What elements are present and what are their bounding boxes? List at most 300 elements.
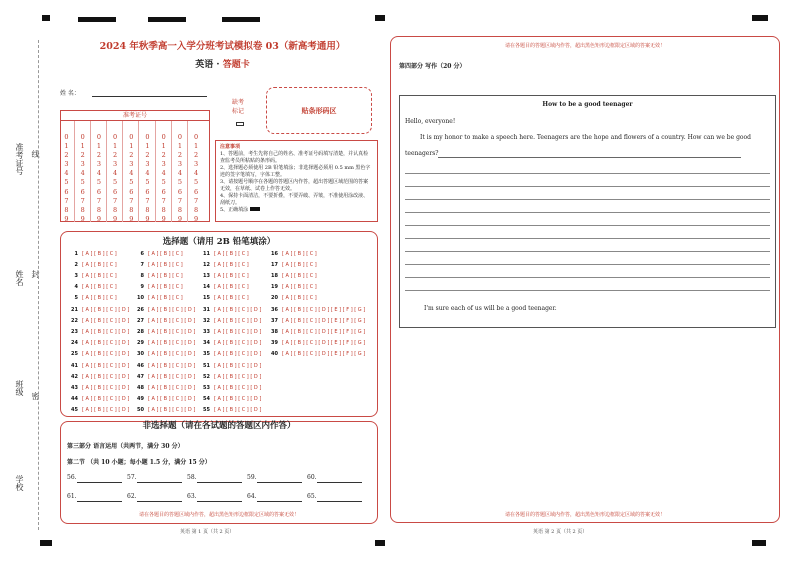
side-label-tight: 密 — [31, 392, 40, 400]
question-number: 20 — [271, 295, 278, 301]
answer-options[interactable]: [ A ] [ B ] [ C ] [ D ] — [82, 385, 130, 391]
question-number: 15 — [203, 295, 210, 301]
digit-bubble[interactable]: 6 — [145, 187, 150, 196]
answer-options[interactable]: [ A ] [ B ] [ C ] [ D ] — [214, 407, 262, 413]
answer-options[interactable]: [ A ] [ B ] [ C ] — [82, 262, 117, 268]
fill-in-blank[interactable] — [137, 482, 182, 483]
digit-bubble[interactable]: 3 — [177, 160, 182, 169]
digit-bubble[interactable]: 5 — [177, 178, 182, 187]
digit-bubble[interactable]: 8 — [161, 205, 166, 214]
digit-column[interactable] — [94, 133, 103, 224]
notice-item: 3、请按题号顺序在各题的答题区内作答，超出答题区域范围的答案无效，在草纸、试卷上作答无效。 — [220, 179, 369, 192]
digit-bubble[interactable]: 4 — [80, 169, 85, 178]
digit-bubble[interactable]: 9 — [64, 214, 69, 223]
digit-bubble[interactable]: 0 — [145, 133, 150, 141]
answer-options[interactable]: [ A ] [ B ] [ C ] — [214, 284, 249, 290]
answer-options[interactable]: [ A ] [ B ] [ C ] — [148, 295, 183, 301]
digit-bubble[interactable]: 1 — [113, 142, 118, 151]
question-number: 35 — [203, 351, 210, 357]
digit-bubble[interactable]: 6 — [96, 187, 101, 196]
question-number: 1 — [74, 251, 78, 257]
fill-in-blank[interactable] — [317, 482, 362, 483]
writing-line[interactable] — [405, 238, 770, 239]
question-number: 27 — [137, 318, 144, 324]
digit-divider — [90, 121, 91, 222]
answer-options[interactable]: [ A ] [ B ] [ C ] — [282, 273, 317, 279]
answer-options[interactable]: [ A ] [ B ] [ C ] [ D ] — [148, 318, 196, 324]
essay-closing: I'm sure each of us will be a good teenager. — [424, 305, 557, 312]
fill-in-number: 62. — [127, 493, 137, 500]
answer-options[interactable]: [ A ] [ B ] [ C ] — [82, 284, 117, 290]
side-label-line: 线 — [31, 150, 40, 158]
answer-options[interactable]: [ A ] [ B ] [ C ] [ D ] [ E ] [ F ] [ G ] — [282, 329, 366, 335]
timing-mark — [752, 540, 766, 546]
answer-options[interactable]: [ A ] [ B ] [ C ] — [282, 251, 317, 257]
writing-line[interactable] — [405, 290, 770, 291]
answer-options[interactable]: [ A ] [ B ] [ C ] — [282, 262, 317, 268]
answer-options[interactable]: [ A ] [ B ] [ C ] [ D ] [ E ] [ F ] [ G ] — [282, 351, 366, 357]
fill-in-blank[interactable] — [137, 501, 182, 502]
timing-mark — [375, 540, 385, 546]
digit-bubble[interactable]: 6 — [161, 187, 166, 196]
answer-options[interactable]: [ A ] [ B ] [ C ] — [282, 295, 317, 301]
right-warning-bottom: 请在各题目的答题区域内作答，超出黑色矩形边框限定区域的答案无效！ — [504, 512, 665, 518]
digit-bubble[interactable]: 5 — [161, 178, 166, 187]
fill-in-number: 60. — [307, 474, 317, 481]
digit-column[interactable] — [192, 133, 201, 224]
digit-bubble[interactable]: 2 — [161, 151, 166, 160]
digit-divider — [106, 121, 107, 222]
digit-bubble[interactable]: 9 — [194, 214, 199, 223]
answer-options[interactable]: [ A ] [ B ] [ C ] [ D ] — [148, 340, 196, 346]
digit-bubble[interactable]: 3 — [129, 160, 134, 169]
choice-question[interactable] — [198, 404, 261, 417]
answer-options[interactable]: [ A ] [ B ] [ C ] [ D ] — [214, 374, 262, 380]
choice-title: 选择题（请用 2B 铅笔填涂） — [162, 237, 276, 247]
answer-options[interactable]: [ A ] [ B ] [ C ] [ D ] — [82, 363, 130, 369]
fill-in-blank[interactable] — [197, 501, 242, 502]
question-number: 21 — [71, 307, 78, 313]
digit-bubble[interactable]: 8 — [113, 205, 118, 214]
answer-options[interactable]: [ A ] [ B ] [ C ] [ D ] — [148, 385, 196, 391]
question-number: 6 — [140, 251, 144, 257]
absent-mark-label: 缺考标记 — [232, 99, 245, 115]
digit-column[interactable] — [62, 133, 71, 224]
digit-bubble[interactable]: 0 — [161, 133, 166, 141]
digit-bubble[interactable]: 5 — [64, 178, 69, 187]
digit-divider — [122, 121, 123, 222]
digit-bubble[interactable]: 7 — [194, 196, 199, 205]
digit-bubble[interactable]: 3 — [145, 160, 150, 169]
digit-bubble[interactable]: 9 — [129, 214, 134, 223]
question-number: 42 — [71, 374, 78, 380]
question-number: 46 — [137, 363, 144, 369]
digit-divider — [155, 121, 156, 222]
question-number: 9 — [140, 284, 144, 290]
digit-column[interactable] — [159, 133, 168, 224]
timing-mark — [222, 17, 260, 22]
question-number: 39 — [271, 340, 278, 346]
digit-bubble[interactable]: 4 — [64, 169, 69, 178]
digit-bubble[interactable]: 3 — [80, 160, 85, 169]
digit-bubble[interactable]: 9 — [161, 214, 166, 223]
question-number: 26 — [137, 307, 144, 313]
notice-item-text: 5、正确填涂 — [220, 207, 249, 213]
digit-bubble[interactable]: 4 — [113, 169, 118, 178]
digit-bubble[interactable]: 8 — [177, 205, 182, 214]
digit-bubble[interactable]: 4 — [96, 169, 101, 178]
barcode-area — [266, 87, 372, 134]
question-number: 41 — [71, 363, 78, 369]
timing-mark — [375, 15, 385, 21]
digit-bubble[interactable]: 8 — [194, 205, 199, 214]
question-number: 44 — [71, 396, 78, 402]
answer-options[interactable]: [ A ] [ B ] [ C ] [ D ] — [82, 351, 130, 357]
question-number: 55 — [203, 407, 210, 413]
digit-column[interactable] — [127, 133, 136, 224]
digit-bubble[interactable]: 5 — [145, 178, 150, 187]
question-number: 51 — [203, 363, 210, 369]
answer-options[interactable]: [ A ] [ B ] [ C ] [ D ] — [148, 374, 196, 380]
answer-options[interactable]: [ A ] [ B ] [ C ] [ D ] — [82, 396, 130, 402]
digit-bubble[interactable]: 0 — [96, 133, 101, 141]
choice-question[interactable] — [132, 404, 195, 417]
answer-options[interactable]: [ A ] [ B ] [ C ] [ D ] — [148, 396, 196, 402]
digit-divider — [74, 121, 75, 222]
filled-sample-icon — [250, 207, 260, 211]
question-number: 53 — [203, 385, 210, 391]
question-number: 32 — [203, 318, 210, 324]
digit-bubble[interactable]: 0 — [64, 133, 69, 141]
answer-options[interactable]: [ A ] [ B ] [ C ] — [214, 251, 249, 257]
answer-options[interactable]: [ A ] [ B ] [ C ] [ D ] [ E ] [ F ] [ G ] — [282, 307, 366, 313]
digit-bubble[interactable]: 2 — [177, 151, 182, 160]
digit-divider — [171, 121, 172, 222]
writing-line[interactable] — [405, 251, 770, 252]
fill-in-number: 61. — [67, 493, 77, 500]
digit-bubble[interactable]: 2 — [64, 151, 69, 160]
question-number: 34 — [203, 340, 210, 346]
nonchoice-title: 非选择题（请在各试题的答题区内作答） — [142, 421, 296, 431]
question-number: 25 — [71, 351, 78, 357]
side-label-seal: 封 — [31, 270, 40, 278]
question-number: 17 — [271, 262, 278, 268]
barcode-label: 贴条形码区 — [301, 105, 337, 115]
question-number: 10 — [137, 295, 144, 301]
notice-item: 1、答题前，考生先将自己的姓名、准考证号码填写清楚，并认真检查监考员所粘贴的条形码。 — [220, 151, 369, 164]
question-number: 16 — [271, 251, 278, 257]
question-number: 52 — [203, 374, 210, 380]
subject-label: 英语 · — [195, 60, 223, 70]
question-number: 13 — [203, 273, 210, 279]
answer-options[interactable]: [ A ] [ B ] [ C ] [ D ] — [214, 385, 262, 391]
answer-options[interactable]: [ A ] [ B ] [ C ] — [82, 273, 117, 279]
digit-bubble[interactable]: 2 — [145, 151, 150, 160]
page-title: 2024 年秋季高一入学分班考试模拟卷 03（新高考通用） — [99, 41, 346, 52]
timing-mark — [752, 15, 768, 21]
digit-bubble[interactable]: 6 — [80, 187, 85, 196]
fill-in-blank[interactable] — [257, 501, 302, 502]
timing-mark — [40, 540, 52, 546]
writing-line[interactable] — [405, 264, 770, 265]
section2-heading: 第二节 （共 10 小题；每小题 1.5 分，满分 15 分） — [67, 459, 211, 466]
digit-bubble[interactable]: 9 — [177, 214, 182, 223]
digit-bubble[interactable]: 7 — [177, 196, 182, 205]
digit-bubble[interactable]: 5 — [96, 178, 101, 187]
digit-bubble[interactable]: 9 — [96, 214, 101, 223]
answer-options[interactable]: [ A ] [ B ] [ C ] [ D ] [ E ] [ F ] [ G ] — [282, 340, 366, 346]
answer-options[interactable]: [ A ] [ B ] [ C ] — [214, 295, 249, 301]
notice-item: 2、选择题必须使用 2B 铅笔填涂；非选择题必须用 0.5 mm 黑色字迹的签字笔填写，字体工整。 — [220, 165, 371, 178]
question-number: 48 — [137, 385, 144, 391]
digit-column[interactable] — [175, 133, 184, 224]
part4-heading: 第四部分 写作（20 分） — [399, 63, 466, 70]
digit-bubble[interactable]: 6 — [129, 187, 134, 196]
digit-bubble[interactable]: 1 — [194, 142, 199, 151]
answer-options[interactable]: [ A ] [ B ] [ C ] [ D ] — [214, 351, 262, 357]
writing-line[interactable] — [438, 157, 741, 158]
fill-in-number: 65. — [307, 493, 317, 500]
answer-card-label: 答题卡 — [222, 60, 250, 70]
digit-bubble[interactable]: 0 — [129, 133, 134, 141]
digit-bubble[interactable]: 9 — [113, 214, 118, 223]
digit-bubble[interactable]: 1 — [177, 142, 182, 151]
writing-line[interactable] — [405, 173, 770, 174]
answer-options[interactable]: [ A ] [ B ] [ C ] [ D ] — [214, 340, 262, 346]
answer-options[interactable]: [ A ] [ B ] [ C ] [ D ] — [214, 307, 262, 313]
notice-title: 注意事项 — [220, 144, 241, 150]
answer-options[interactable]: [ A ] [ B ] [ C ] [ D ] — [82, 329, 130, 335]
choice-question[interactable] — [66, 404, 129, 417]
question-number: 37 — [271, 318, 278, 324]
absent-mark-box[interactable] — [236, 122, 244, 126]
question-number: 8 — [140, 273, 144, 279]
digit-bubble[interactable]: 6 — [64, 187, 69, 196]
essay-title: How to be a good teenager — [542, 101, 633, 108]
digit-bubble[interactable]: 3 — [161, 160, 166, 169]
answer-options[interactable]: [ A ] [ B ] [ C ] [ D ] — [148, 329, 196, 335]
question-number: 14 — [203, 284, 210, 290]
answer-options[interactable]: [ A ] [ B ] [ C ] [ D ] — [148, 363, 196, 369]
question-number: 29 — [137, 340, 144, 346]
digit-bubble[interactable]: 6 — [177, 187, 182, 196]
digit-bubble[interactable]: 9 — [145, 214, 150, 223]
digit-bubble[interactable]: 1 — [96, 142, 101, 151]
notice-item: 4、保持卡面清洁，不要折叠，不要弄破、弄皱，不准使用涂改液、刮纸刀。 — [220, 193, 369, 206]
digit-bubble[interactable]: 4 — [145, 169, 150, 178]
left-footer: 英语 第 1 页（共 2 页） — [180, 529, 235, 535]
question-number: 11 — [203, 251, 210, 257]
fill-in-blank[interactable] — [257, 482, 302, 483]
digit-bubble[interactable]: 8 — [129, 205, 134, 214]
digit-bubble[interactable]: 1 — [80, 142, 85, 151]
side-label-ticket: 准考证号 — [15, 143, 24, 175]
answer-options[interactable]: [ A ] [ B ] [ C ] — [148, 251, 183, 257]
question-number: 24 — [71, 340, 78, 346]
digit-bubble[interactable]: 6 — [113, 187, 118, 196]
answer-options[interactable]: [ A ] [ B ] [ C ] — [282, 284, 317, 290]
question-number: 47 — [137, 374, 144, 380]
digit-column[interactable] — [78, 133, 87, 224]
answer-options[interactable]: [ A ] [ B ] [ C ] [ D ] — [82, 374, 130, 380]
digit-bubble[interactable]: 6 — [194, 187, 199, 196]
digit-bubble[interactable]: 2 — [80, 151, 85, 160]
answer-options[interactable]: [ A ] [ B ] [ C ] [ D ] — [82, 340, 130, 346]
question-number: 28 — [137, 329, 144, 335]
digit-bubble[interactable]: 0 — [177, 133, 182, 141]
answer-options[interactable]: [ A ] [ B ] [ C ] — [148, 262, 183, 268]
fill-in-number: 56. — [67, 474, 77, 481]
notice-item — [220, 207, 373, 214]
question-number: 19 — [271, 284, 278, 290]
side-label-school: 学校 — [15, 475, 24, 491]
fill-in-number: 59. — [247, 474, 257, 481]
digit-bubble[interactable]: 5 — [80, 178, 85, 187]
answer-options[interactable]: [ A ] [ B ] [ C ] — [148, 273, 183, 279]
digit-bubble[interactable]: 1 — [64, 142, 69, 151]
digit-bubble[interactable]: 0 — [113, 133, 118, 141]
digit-divider — [187, 121, 188, 222]
digit-bubble[interactable]: 8 — [80, 205, 85, 214]
writing-line[interactable] — [405, 277, 770, 278]
answer-options[interactable]: [ A ] [ B ] [ C ] [ D ] — [148, 307, 196, 313]
notice-box — [215, 140, 378, 222]
digit-bubble[interactable]: 5 — [113, 178, 118, 187]
question-number: 23 — [71, 329, 78, 335]
timing-mark — [148, 17, 186, 22]
digit-bubble[interactable]: 1 — [145, 142, 150, 151]
digit-bubble[interactable]: 8 — [64, 205, 69, 214]
nonchoice-section — [60, 421, 378, 524]
question-number: 33 — [203, 329, 210, 335]
writing-line[interactable] — [405, 225, 770, 226]
question-number: 30 — [137, 351, 144, 357]
digit-bubble[interactable]: 4 — [194, 169, 199, 178]
digit-bubble[interactable]: 7 — [80, 196, 85, 205]
writing-line[interactable] — [405, 199, 770, 200]
digit-column[interactable] — [111, 133, 120, 224]
question-number: 50 — [137, 407, 144, 413]
digit-bubble[interactable]: 7 — [113, 196, 118, 205]
timing-mark — [78, 17, 116, 22]
fill-in-number: 63. — [187, 493, 197, 500]
digit-bubble[interactable]: 7 — [161, 196, 166, 205]
subject-title — [60, 57, 385, 70]
digit-bubble[interactable]: 4 — [161, 169, 166, 178]
answer-options[interactable]: [ A ] [ B ] [ C ] — [148, 284, 183, 290]
question-number: 38 — [271, 329, 278, 335]
answer-options[interactable]: [ A ] [ B ] [ C ] — [82, 295, 117, 301]
answer-options[interactable]: [ A ] [ B ] [ C ] [ D ] — [148, 351, 196, 357]
answer-options[interactable]: [ A ] [ B ] [ C ] [ D ] [ E ] [ F ] [ G ] — [282, 318, 366, 324]
name-label: 姓 名： — [60, 90, 80, 97]
essay-line-1: It is my honor to make a speech here. Teenagers are the hope and flowers of a country. How can we be good — [420, 134, 751, 141]
question-number: 4 — [74, 284, 78, 290]
digit-bubble[interactable]: 2 — [129, 151, 134, 160]
digit-bubble[interactable]: 5 — [194, 178, 199, 187]
fill-in-number: 64. — [247, 493, 257, 500]
admission-number-label: 准考证号 — [61, 111, 209, 121]
right-footer: 英语 第 2 页（共 2 页） — [533, 529, 588, 535]
fill-in-blank[interactable] — [77, 482, 122, 483]
side-label-class: 班级 — [15, 380, 24, 396]
dashed-cut-line — [38, 40, 39, 530]
digit-bubble[interactable]: 3 — [194, 160, 199, 169]
right-warning-top: 请在各题目的答题区域内作答，超出黑色矩形边框限定区域的答案无效！ — [504, 43, 665, 49]
digit-bubble[interactable]: 3 — [113, 160, 118, 169]
question-number: 3 — [74, 273, 78, 279]
digit-bubble[interactable]: 0 — [194, 133, 199, 141]
fill-in-number: 58. — [187, 474, 197, 481]
writing-line[interactable] — [405, 186, 770, 187]
question-number: 7 — [140, 262, 144, 268]
digit-bubble[interactable]: 1 — [161, 142, 166, 151]
digit-bubble[interactable]: 3 — [64, 160, 69, 169]
essay-greeting: Hello, everyone! — [405, 118, 456, 125]
digit-bubble[interactable]: 7 — [129, 196, 134, 205]
answer-options[interactable]: [ A ] [ B ] [ C ] [ D ] — [82, 407, 130, 413]
digit-bubble[interactable]: 4 — [129, 169, 134, 178]
question-number: 2 — [74, 262, 78, 268]
digit-bubble[interactable]: 0 — [80, 133, 85, 141]
question-number: 45 — [71, 407, 78, 413]
digit-bubble[interactable]: 5 — [129, 178, 134, 187]
digit-bubble[interactable]: 8 — [96, 205, 101, 214]
question-number: 36 — [271, 307, 278, 313]
answer-options[interactable]: [ A ] [ B ] [ C ] [ D ] — [82, 307, 130, 313]
digit-bubble[interactable]: 7 — [145, 196, 150, 205]
name-line — [92, 96, 207, 97]
digit-bubble[interactable]: 2 — [194, 151, 199, 160]
fill-in-blank[interactable] — [197, 482, 242, 483]
fill-in-blank[interactable] — [77, 501, 122, 502]
answer-options[interactable]: [ A ] [ B ] [ C ] — [82, 251, 117, 257]
answer-options[interactable]: [ A ] [ B ] [ C ] [ D ] — [82, 318, 130, 324]
digit-bubble[interactable]: 8 — [145, 205, 150, 214]
answer-options[interactable]: [ A ] [ B ] [ C ] [ D ] — [214, 363, 262, 369]
digit-bubble[interactable]: 2 — [96, 151, 101, 160]
question-number: 54 — [203, 396, 210, 402]
digit-column[interactable] — [143, 133, 152, 224]
digit-divider — [138, 121, 139, 222]
question-number: 43 — [71, 385, 78, 391]
timing-mark — [42, 15, 50, 21]
digit-bubble[interactable]: 7 — [96, 196, 101, 205]
digit-bubble[interactable]: 2 — [113, 151, 118, 160]
digit-bubble[interactable]: 1 — [129, 142, 134, 151]
left-warning: 请在各题目的答题区域内作答，超出黑色矩形边框限定区域的答案无效！ — [138, 512, 299, 518]
answer-options[interactable]: [ A ] [ B ] [ C ] [ D ] — [214, 318, 262, 324]
answer-options[interactable]: [ A ] [ B ] [ C ] [ D ] — [214, 329, 262, 335]
fill-in-blank[interactable] — [317, 501, 362, 502]
question-number: 31 — [203, 307, 210, 313]
digit-bubble[interactable]: 9 — [80, 214, 85, 223]
answer-options[interactable]: [ A ] [ B ] [ C ] [ D ] — [148, 407, 196, 413]
choice-question[interactable] — [266, 348, 365, 361]
answer-options[interactable]: [ A ] [ B ] [ C ] [ D ] — [214, 396, 262, 402]
fill-in-number: 57. — [127, 474, 137, 481]
digit-bubble[interactable]: 4 — [177, 169, 182, 178]
essay-line-2: teenagers? — [405, 150, 439, 157]
answer-options[interactable]: [ A ] [ B ] [ C ] — [214, 273, 249, 279]
writing-line[interactable] — [405, 212, 770, 213]
part3-heading: 第三部分 语言运用（共两节，满分 30 分） — [67, 443, 184, 450]
question-number: 18 — [271, 273, 278, 279]
digit-bubble[interactable]: 3 — [96, 160, 101, 169]
question-number: 49 — [137, 396, 144, 402]
answer-options[interactable]: [ A ] [ B ] [ C ] — [214, 262, 249, 268]
digit-bubble[interactable]: 7 — [64, 196, 69, 205]
